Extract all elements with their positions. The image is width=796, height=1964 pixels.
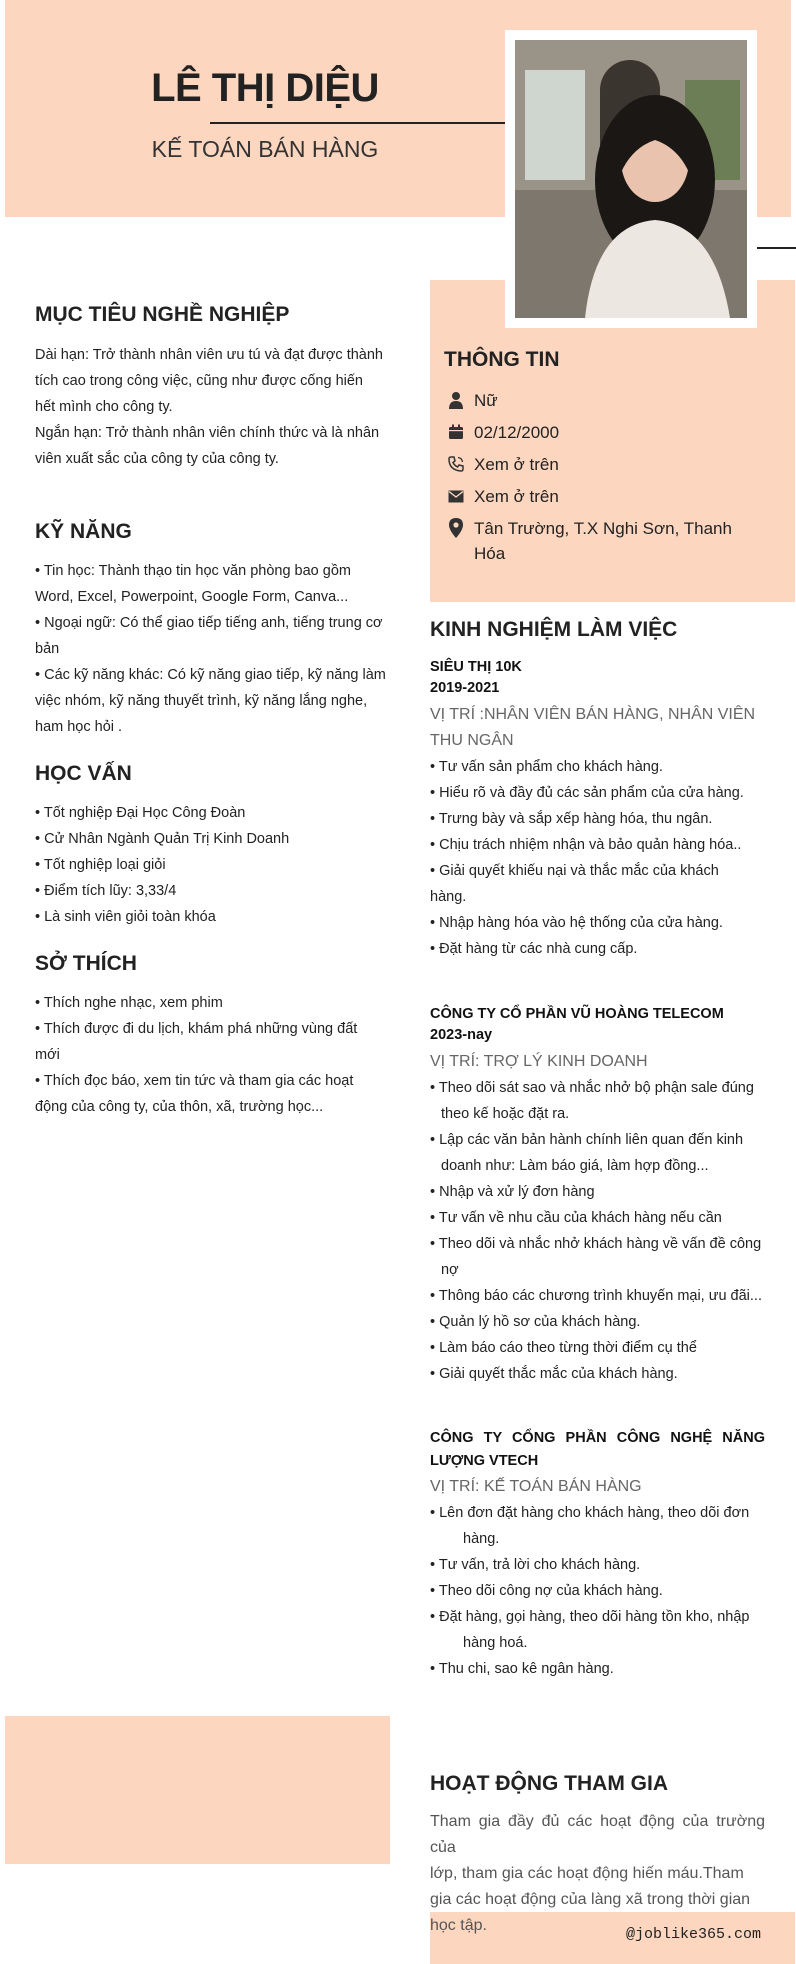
job-position: [430, 1474, 765, 1500]
education-line: • Điểm tích lũy: 3,33/4: [35, 883, 177, 899]
info-gender: [444, 388, 498, 413]
job-duty: • Giải quyết thắc mắc của khách hàng.: [430, 1366, 678, 1382]
objective-line: tích cao trong công việc, cũng như được cống hiến: [35, 373, 363, 389]
job-period: 2019-2021: [430, 680, 500, 696]
job-duties: [430, 754, 765, 962]
skills-line: Word, Excel, Powerpoint, Google Form, Canva...: [35, 589, 349, 605]
info-email-value: Xem ở trên: [474, 487, 559, 506]
job-company: CÔNG TY CỔ PHẦN VŨ HOÀNG TELECOM: [430, 1006, 724, 1022]
education-line: • Cử Nhân Ngành Quản Trị Kinh Doanh: [35, 831, 290, 847]
job-duty: • Theo dõi công nợ của khách hàng.: [430, 1583, 663, 1599]
job-duty: • Nhập hàng hóa vào hệ thống của cửa hàng.: [430, 915, 723, 931]
job-company: SIÊU THỊ 10K: [430, 659, 522, 675]
info-phone-value: Xem ở trên: [474, 455, 559, 474]
job-duty: hàng.: [430, 889, 467, 905]
job-duty: • Thu chi, sao kê ngân hàng.: [430, 1661, 614, 1677]
job-duty: • Lên đơn đặt hàng cho khách hàng, theo dõi đơn hàng.: [430, 1505, 750, 1547]
job-position: [430, 702, 765, 754]
job-position-line: VỊ TRÍ: KẾ TOÁN BÁN HÀNG: [430, 1478, 642, 1495]
skills-line: • Các kỹ năng khác: Có kỹ năng giao tiếp, kỹ năng làm: [35, 667, 386, 683]
objective-line: Dài hạn: Trở thành nhân viên ưu tú và đạt được thành: [35, 347, 383, 363]
info-birthday-value: 02/12/2000: [474, 423, 560, 442]
job-duty: • Tư vấn, trả lời cho khách hàng.: [430, 1557, 641, 1573]
job-duty: • Nhập và xử lý đơn hàng: [430, 1184, 595, 1200]
job-position: [430, 1049, 765, 1075]
job-duty: • Làm báo cáo theo từng thời điểm cụ thể: [430, 1340, 697, 1356]
objective-title: MỤC TIÊU NGHỀ NGHIỆP: [35, 303, 290, 326]
activities-text: [430, 1809, 765, 1939]
job-duty: • Đặt hàng từ các nhà cung cấp.: [430, 941, 638, 957]
skills-line: việc nhóm, kỹ năng thuyết trình, kỹ năng lắng nghe,: [35, 693, 368, 709]
job-duty: • Thông báo các chương trình khuyến mại, ưu đãi...: [430, 1288, 762, 1304]
activities-line: lớp, tham gia các hoạt động hiến máu.Tham: [430, 1865, 744, 1882]
experience-title: KINH NGHIỆM LÀM VIỆC: [430, 618, 678, 641]
activities-title: HOẠT ĐỘNG THAM GIA: [430, 1772, 668, 1795]
job-position-line: THU NGÂN: [430, 732, 514, 749]
job-position-line: VỊ TRÍ :NHÂN VIÊN BÁN HÀNG, NHÂN VIÊN: [430, 706, 756, 723]
objective-text: [35, 342, 390, 472]
info-birthday: [444, 420, 559, 445]
address-line-2: Hóa: [474, 544, 506, 563]
hobbies-line: mới: [35, 1047, 60, 1063]
job-duty: • Theo dõi và nhắc nhở khách hàng về vấn đề công nợ: [430, 1236, 762, 1278]
skills-line: bản: [35, 641, 60, 657]
education-line: • Tốt nghiệp loại giỏi: [35, 857, 166, 873]
profile-photo-frame: [505, 30, 757, 328]
job-position-line: VỊ TRÍ: TRỢ LÝ KINH DOANH: [430, 1053, 648, 1070]
job-duty: • Lập các văn bản hành chính liên quan đến kinh doanh như: Làm báo giá, làm hợp đồng...: [430, 1132, 744, 1174]
location-pin-icon: [444, 516, 468, 540]
info-address-value: [474, 516, 732, 566]
job-duty: • Trưng bày và sắp xếp hàng hóa, thu ngân.: [430, 811, 713, 827]
education-text: [35, 800, 390, 930]
candidate-name: LÊ THỊ DIỆU: [151, 66, 379, 110]
skills-text: [35, 558, 390, 740]
watermark-text: @joblike365.com: [626, 1926, 762, 1943]
activities-line: Tham gia đầy đủ các hoạt động của trường của: [430, 1813, 765, 1856]
person-icon: [444, 388, 468, 412]
hobbies-line: • Thích đọc báo, xem tin tức và tham gia các hoạt: [35, 1073, 354, 1089]
info-phone: [444, 452, 559, 477]
skills-title: KỸ NĂNG: [35, 520, 132, 543]
job-duty: • Tư vấn về nhu cầu của khách hàng nếu cần: [430, 1210, 722, 1226]
objective-line: hết mình cho công ty.: [35, 399, 173, 415]
skills-line: ham học hỏi .: [35, 719, 123, 735]
portrait-illustration: [515, 40, 747, 318]
job-period: 2023-nay: [430, 1027, 493, 1043]
skills-line: • Ngoại ngữ: Có thể giao tiếp tiếng anh, tiếng trung cơ: [35, 615, 383, 631]
activities-line: gia các hoạt động của làng xã trong thời gian: [430, 1891, 751, 1908]
job-duty: • Đặt hàng, gọi hàng, theo dõi hàng tồn kho, nhập hàng hoá.: [430, 1609, 750, 1651]
education-title: HỌC VẤN: [35, 762, 132, 785]
job-duty: • Tư vấn sản phẩm cho khách hàng.: [430, 759, 663, 775]
info-gender-value: Nữ: [474, 391, 498, 410]
address-line-1: Tân Trường, T.X Nghi Sơn, Thanh: [474, 519, 732, 538]
info-email: [444, 484, 559, 509]
decorative-block: [5, 1716, 390, 1864]
phone-icon: [444, 452, 468, 476]
activities-line: học tập.: [430, 1917, 487, 1934]
job-duty: • Hiểu rõ và đầy đủ các sản phẩm của cửa hàng.: [430, 785, 744, 801]
info-address: [444, 516, 764, 566]
job-duty: • Chịu trách nhiệm nhận và bảo quản hàng hóa..: [430, 837, 742, 853]
calendar-icon: [444, 420, 468, 444]
job-duty: • Quản lý hồ sơ của khách hàng.: [430, 1314, 641, 1330]
education-line: • Là sinh viên giỏi toàn khóa: [35, 909, 216, 925]
objective-line: Ngắn hạn: Trở thành nhân viên chính thức và là nhân: [35, 425, 380, 441]
profile-photo: [515, 40, 747, 318]
skills-line: • Tin học: Thành thạo tin học văn phòng bao gồm: [35, 563, 351, 579]
header-divider-line: [210, 122, 520, 124]
job-title: KẾ TOÁN BÁN HÀNG: [151, 136, 379, 162]
objective-line: viên xuất sắc của công ty của công ty.: [35, 451, 279, 467]
hobbies-line: động của công ty, của thôn, xã, trường học...: [35, 1099, 324, 1115]
info-title: THÔNG TIN: [444, 348, 560, 371]
hobbies-text: [35, 990, 390, 1120]
job-duties: [430, 1500, 765, 1682]
job-duty: • Giải quyết khiếu nại và thắc mắc của khách: [430, 863, 719, 879]
education-line: • Tốt nghiệp Đại Học Công Đoàn: [35, 805, 246, 821]
job-duty: • Theo dõi sát sao và nhắc nhở bộ phận sale đúng theo kế hoặc đặt ra.: [430, 1080, 754, 1122]
hobbies-line: • Thích nghe nhạc, xem phim: [35, 995, 223, 1011]
mail-icon: [444, 484, 468, 508]
hobbies-title: SỞ THÍCH: [35, 952, 137, 975]
job-company: CÔNG TY CỔNG PHẦN CÔNG NGHỆ NĂNG LƯỢNG VTECH: [430, 1430, 765, 1469]
job-duties: [430, 1075, 765, 1387]
hobbies-line: • Thích được đi du lịch, khám phá những vùng đất: [35, 1021, 358, 1037]
